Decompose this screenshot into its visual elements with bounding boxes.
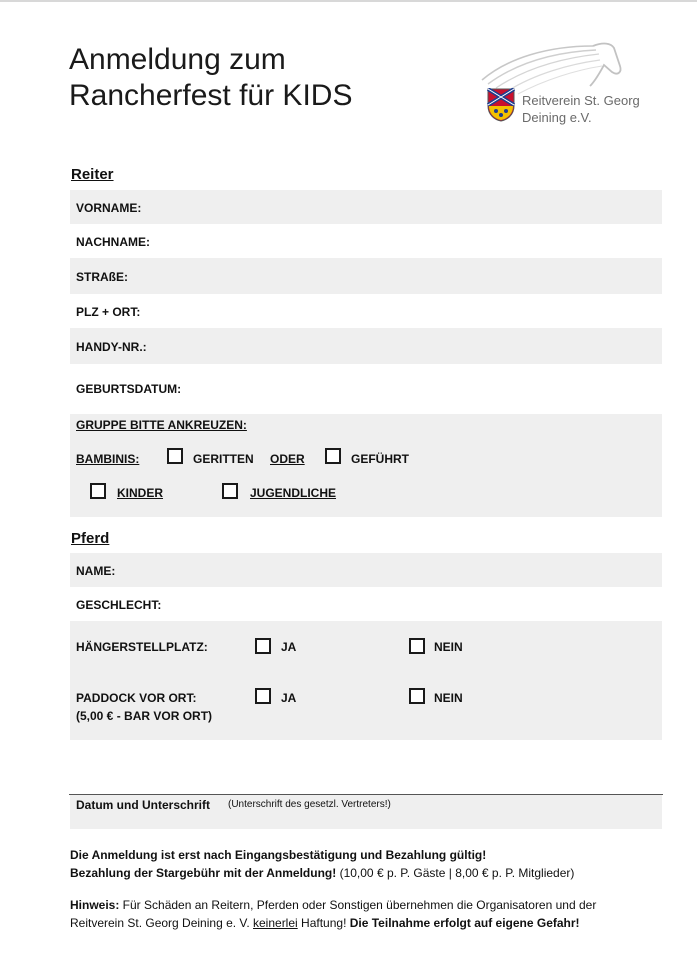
field-label: VORNAME: bbox=[76, 201, 142, 215]
haenger-nein-checkbox[interactable] bbox=[409, 638, 425, 654]
top-border bbox=[0, 0, 697, 2]
field-geschlecht[interactable] bbox=[70, 587, 662, 621]
kinder-label: KINDER bbox=[117, 486, 164, 500]
pferd-options bbox=[70, 621, 662, 740]
field-label: PLZ + ORT: bbox=[76, 305, 141, 319]
field-vorname[interactable] bbox=[70, 190, 662, 224]
club-name-line-1: Reitverein St. Georg bbox=[522, 93, 640, 108]
field-plz-ort[interactable] bbox=[70, 294, 662, 328]
haenger-ja-label: JA bbox=[281, 640, 297, 654]
club-name-line-2: Deining e.V. bbox=[522, 110, 592, 125]
field-nachname[interactable] bbox=[70, 224, 662, 258]
haftung-text-b: Haftung! bbox=[297, 916, 350, 930]
haenger-nein-label: NEIN bbox=[434, 640, 463, 654]
hinweis-label: Hinweis: bbox=[70, 898, 120, 912]
haenger-label: HÄNGERSTELLPLATZ: bbox=[76, 640, 208, 654]
paddock-ja-checkbox[interactable] bbox=[255, 688, 271, 704]
oder-label: ODER bbox=[270, 452, 305, 466]
note-haftung bbox=[70, 914, 580, 932]
club-logo bbox=[478, 38, 648, 130]
gefuehrt-checkbox[interactable] bbox=[325, 448, 341, 464]
haftung-warning: Die Teilnahme erfolgt auf eigene Gefahr! bbox=[349, 916, 580, 930]
geritten-checkbox[interactable] bbox=[167, 448, 183, 464]
field-label: NAME: bbox=[76, 564, 116, 578]
hinweis-text: Für Schäden an Reitern, Pferden oder Sonstigen übernehmen die Organisatoren und der bbox=[119, 898, 597, 912]
coat-of-arms-icon bbox=[487, 88, 515, 122]
paddock-price: (5,00 € - BAR VOR ORT) bbox=[76, 709, 213, 723]
section-heading-pferd: Pferd bbox=[71, 530, 110, 547]
title-line-1: Anmeldung zum bbox=[69, 43, 286, 76]
field-label: NACHNAME: bbox=[76, 235, 150, 249]
note-validity: Die Anmeldung ist erst nach Eingangsbestätigung und Bezahlung gültig! bbox=[70, 848, 487, 862]
group-heading: GRUPPE BITTE ANKREUZEN: bbox=[76, 418, 247, 432]
field-strasse[interactable] bbox=[70, 258, 662, 294]
signature-field[interactable] bbox=[70, 795, 662, 829]
paddock-label: PADDOCK VOR ORT: bbox=[76, 691, 197, 705]
haftung-text-a: Reitverein St. Georg Deining e. V. bbox=[70, 916, 253, 930]
paddock-nein-checkbox[interactable] bbox=[409, 688, 425, 704]
note-payment-prices: (10,00 € p. P. Gäste | 8,00 € p. P. Mitglieder) bbox=[336, 866, 575, 880]
club-name bbox=[522, 92, 640, 126]
paddock-ja-label: JA bbox=[281, 691, 297, 705]
field-pferd-name[interactable] bbox=[70, 553, 662, 587]
note-payment-bold: Bezahlung der Stargebühr mit der Anmeldung! bbox=[70, 866, 337, 880]
bambinis-label: BAMBINIS: bbox=[76, 452, 140, 466]
field-label: STRAßE: bbox=[76, 270, 128, 284]
field-handy[interactable] bbox=[70, 328, 662, 364]
jugendliche-checkbox[interactable] bbox=[222, 483, 238, 499]
field-label: HANDY-NR.: bbox=[76, 340, 147, 354]
note-hinweis bbox=[70, 896, 596, 914]
note-payment bbox=[70, 864, 574, 882]
signature-label: Datum und Unterschrift bbox=[76, 798, 211, 812]
haenger-ja-checkbox[interactable] bbox=[255, 638, 271, 654]
group-selection bbox=[70, 414, 662, 517]
signature-hint: (Unterschrift des gesetzl. Vertreters!) bbox=[228, 799, 391, 810]
section-heading-reiter: Reiter bbox=[71, 166, 114, 183]
jugendliche-label: JUGENDLICHE bbox=[250, 486, 337, 500]
field-geburtsdatum[interactable] bbox=[70, 364, 662, 414]
field-label: GEBURTSDATUM: bbox=[76, 382, 182, 396]
gefuehrt-label: GEFÜHRT bbox=[351, 452, 409, 466]
field-label: GESCHLECHT: bbox=[76, 598, 162, 612]
page-title bbox=[69, 42, 352, 114]
geritten-label: GERITTEN bbox=[193, 452, 254, 466]
title-line-2: Rancherfest für KIDS bbox=[69, 79, 353, 112]
kinder-checkbox[interactable] bbox=[90, 483, 106, 499]
paddock-nein-label: NEIN bbox=[434, 691, 463, 705]
haftung-keinerlei: keinerlei bbox=[253, 916, 298, 930]
